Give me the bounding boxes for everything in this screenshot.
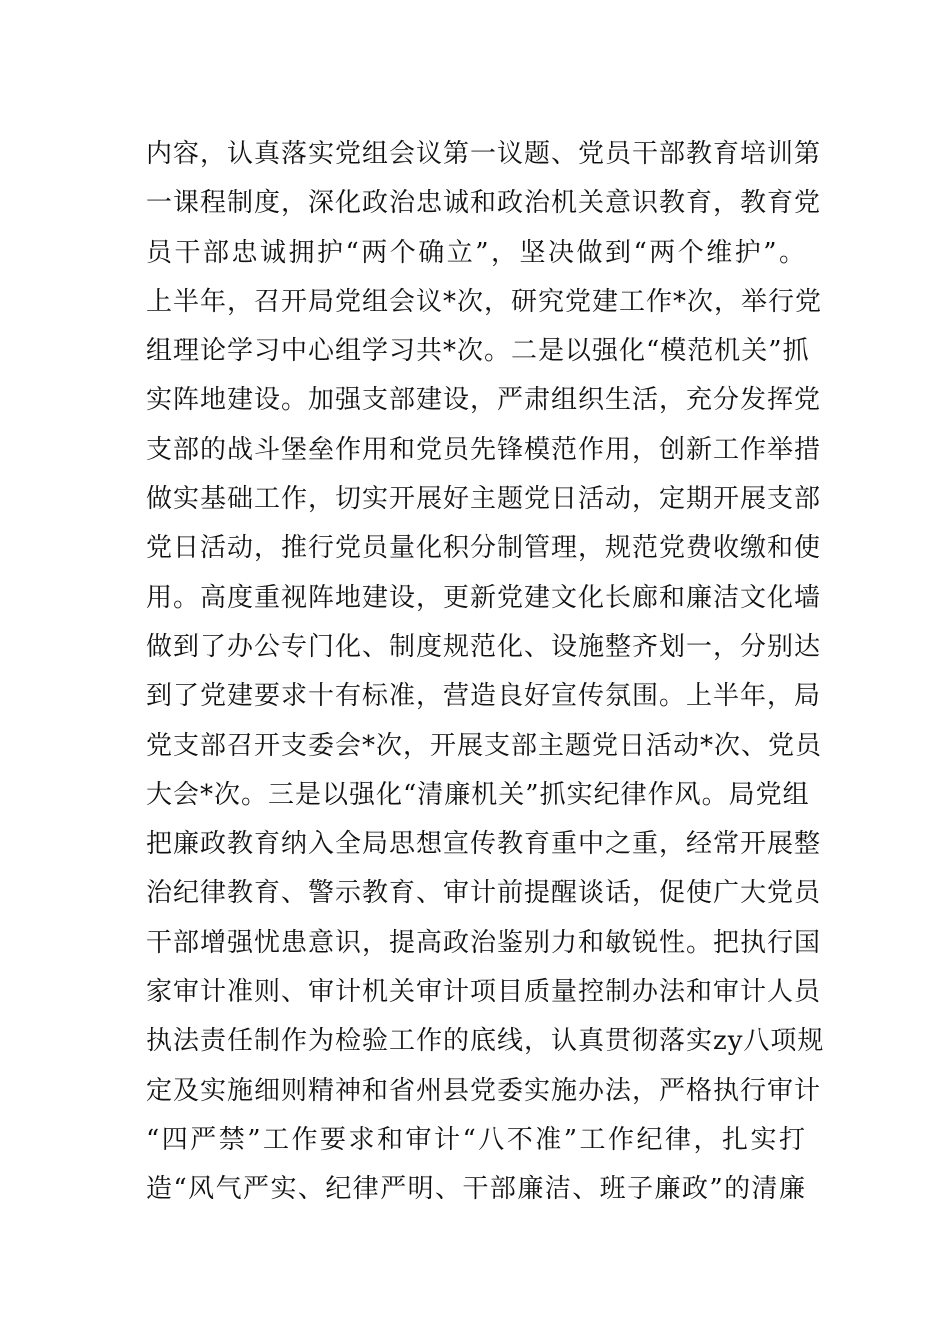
text-line: 治纪律教育、警示教育、审计前提醒谈话，促使广大党员 [146, 878, 822, 909]
text-line: 用。高度重视阵地建设，更新党建文化长廊和廉洁文化墙 [146, 582, 822, 613]
text-line: 党支部召开支委会*次，开展支部主题党日活动*次、党员 [146, 730, 823, 761]
text-line: 组理论学习中心组学习共*次。二是以强化“模范机关”抓 [146, 336, 810, 367]
text-line: 做到了办公专门化、制度规范化、设施整齐划一，分别达 [146, 631, 822, 662]
text-line: 党日活动，推行党员量化积分制管理，规范党费收缴和使 [146, 533, 822, 564]
text-line: 家审计准则、审计机关审计项目质量控制办法和审计人员 [146, 977, 822, 1008]
text-line: 把廉政教育纳入全局思想宣传教育重中之重，经常开展整 [146, 829, 822, 860]
text-line: 定及实施细则精神和省州县党委实施办法，严格执行审计 [146, 1075, 822, 1106]
text-line: 支部的战斗堡垒作用和党员先锋模范作用，创新工作举措 [146, 434, 822, 465]
body-text [146, 130, 825, 1215]
text-line: “四严禁”工作要求和审计“八不准”工作纪律，扎实打 [146, 1124, 806, 1155]
text-line: 一课程制度，深化政治忠诚和政治机关意识教育，教育党 [146, 188, 822, 219]
text-line: 造“风气严实、纪律严明、干部廉洁、班子廉政”的清廉 [146, 1174, 806, 1205]
text-line: 实阵地建设。加强支部建设，严肃组织生活，充分发挥党 [146, 385, 822, 416]
text-line: 大会*次。三是以强化“清廉机关”抓实纪律作风。局党组 [146, 779, 810, 810]
text-line: 上半年，召开局党组会议*次，研究党建工作*次，举行党 [146, 286, 823, 317]
text-line: 执法责任制作为检验工作的底线，认真贯彻落实zy八项规 [146, 1026, 825, 1057]
text-line: 到了党建要求十有标准，营造良好宣传氛围。上半年，局 [146, 681, 822, 712]
text-line: 内容，认真落实党组会议第一议题、党员干部教育培训第 [146, 139, 822, 169]
text-line: 员干部忠诚拥护“两个确立”，坚决做到“两个维护”。 [146, 237, 806, 268]
text-line: 干部增强忧患意识，提高政治鉴别力和敏锐性。把执行国 [146, 927, 822, 958]
text-line: 做实基础工作，切实开展好主题党日活动，定期开展支部 [146, 484, 822, 515]
